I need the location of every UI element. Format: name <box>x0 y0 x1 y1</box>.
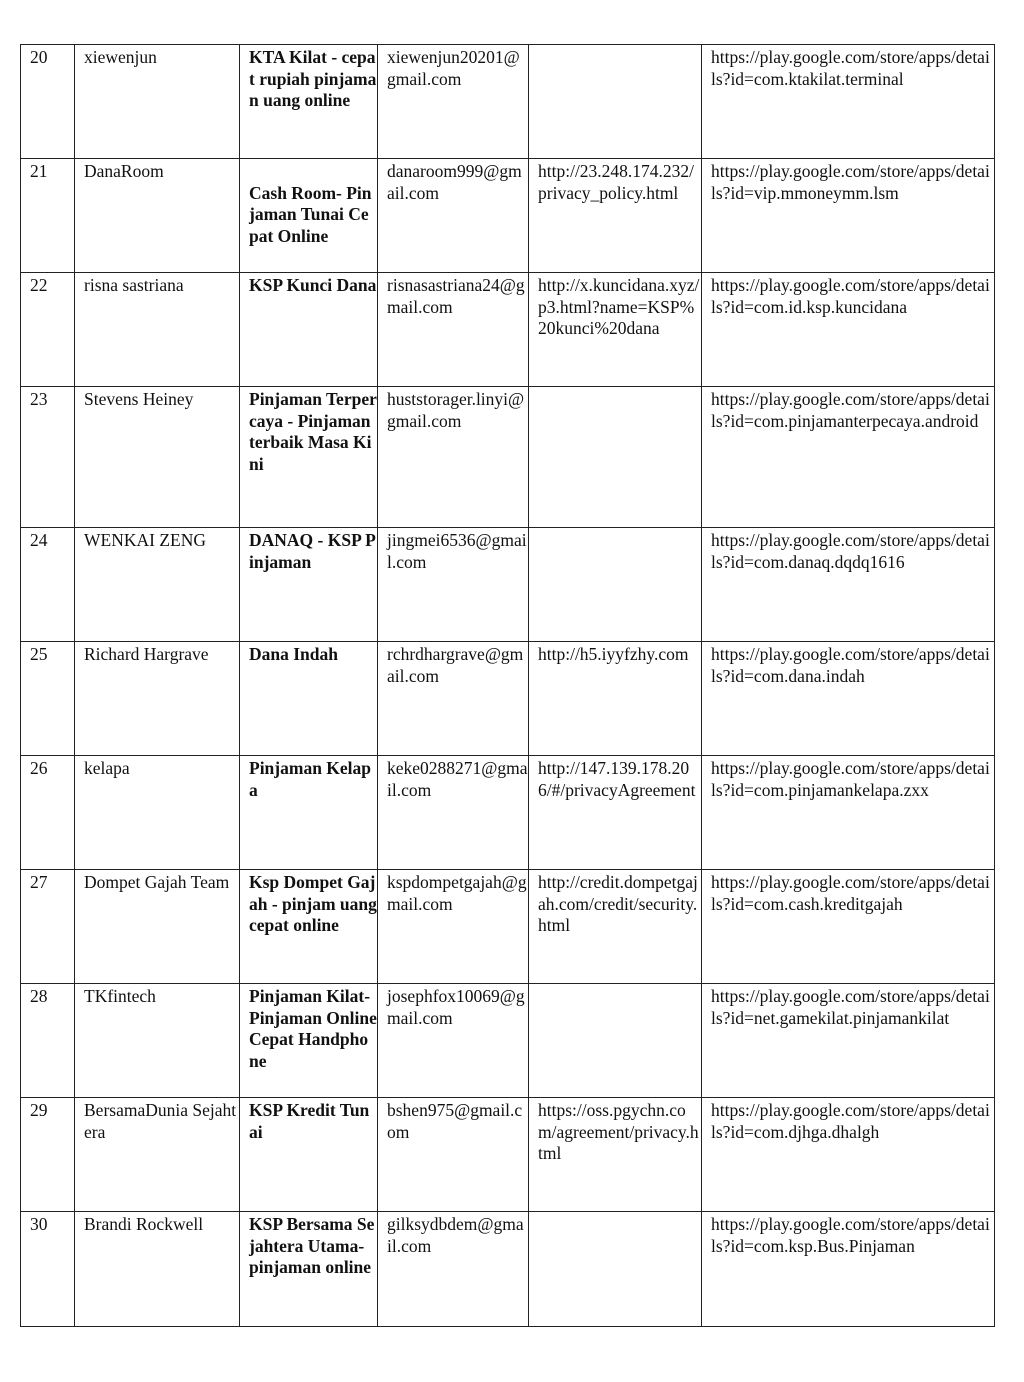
play-store-url: https://play.google.com/store/apps/details?id=com.ktakilat.terminal <box>702 45 995 159</box>
developer-email: bshen975@gmail.com <box>378 1098 529 1212</box>
privacy-policy-url <box>529 528 702 642</box>
table-row <box>21 642 995 756</box>
developer-name: xiewenjun <box>75 45 240 159</box>
app-name: DANAQ - KSP Pinjaman <box>240 528 378 642</box>
privacy-policy-url <box>529 1212 702 1327</box>
privacy-policy-url: http://credit.dompetgajah.com/credit/security.html <box>529 870 702 984</box>
privacy-policy-url: https://oss.pgychn.com/agreement/privacy.html <box>529 1098 702 1212</box>
row-number: 28 <box>21 984 75 1098</box>
developer-email: kspdompetgajah@gmail.com <box>378 870 529 984</box>
play-store-url: https://play.google.com/store/apps/details?id=com.id.ksp.kuncidana <box>702 273 995 387</box>
developer-email: xiewenjun20201@gmail.com <box>378 45 529 159</box>
row-number: 23 <box>21 387 75 528</box>
app-name: Pinjaman Kelapa <box>240 756 378 870</box>
loan-app-registry-table <box>20 44 995 1327</box>
row-number: 22 <box>21 273 75 387</box>
developer-email: risnasastriana24@gmail.com <box>378 273 529 387</box>
play-store-url: https://play.google.com/store/apps/details?id=com.pinjamanterpecaya.android <box>702 387 995 528</box>
developer-email: danaroom999@gmail.com <box>378 159 529 273</box>
row-number: 20 <box>21 45 75 159</box>
table-row <box>21 984 995 1098</box>
app-name: KSP Kredit Tunai <box>240 1098 378 1212</box>
play-store-url: https://play.google.com/store/apps/details?id=com.ksp.Bus.Pinjaman <box>702 1212 995 1327</box>
app-name <box>240 159 378 273</box>
developer-email: jingmei6536@gmail.com <box>378 528 529 642</box>
play-store-url: https://play.google.com/store/apps/details?id=com.pinjamankelapa.zxx <box>702 756 995 870</box>
app-name-text: Cash Room- Pinjaman Tunai Cepat Online <box>249 182 372 246</box>
table-row <box>21 1098 995 1212</box>
developer-name: Richard Hargrave <box>75 642 240 756</box>
app-name: Ksp Dompet Gajah - pinjam uang cepat online <box>240 870 378 984</box>
developer-name: Dompet Gajah Team <box>75 870 240 984</box>
developer-name: WENKAI ZENG <box>75 528 240 642</box>
privacy-policy-url <box>529 984 702 1098</box>
table-row <box>21 756 995 870</box>
developer-email: keke0288271@gmail.com <box>378 756 529 870</box>
table-row <box>21 273 995 387</box>
table-row <box>21 1212 995 1327</box>
developer-name: risna sastriana <box>75 273 240 387</box>
play-store-url: https://play.google.com/store/apps/details?id=net.gamekilat.pinjamankilat <box>702 984 995 1098</box>
privacy-policy-url <box>529 45 702 159</box>
row-number: 24 <box>21 528 75 642</box>
table-row <box>21 387 995 528</box>
developer-name: BersamaDunia Sejahtera <box>75 1098 240 1212</box>
play-store-url: https://play.google.com/store/apps/details?id=com.cash.kreditgajah <box>702 870 995 984</box>
play-store-url: https://play.google.com/store/apps/details?id=com.dana.indah <box>702 642 995 756</box>
developer-name: TKfintech <box>75 984 240 1098</box>
privacy-policy-url: http://147.139.178.206/#/privacyAgreement <box>529 756 702 870</box>
developer-name: DanaRoom <box>75 159 240 273</box>
table-row <box>21 528 995 642</box>
table-row <box>21 159 995 273</box>
app-name: Pinjaman Terpercaya - Pinjaman terbaik Masa Kini <box>240 387 378 528</box>
row-number: 26 <box>21 756 75 870</box>
row-number: 29 <box>21 1098 75 1212</box>
table-row <box>21 870 995 984</box>
developer-name: kelapa <box>75 756 240 870</box>
app-name: Dana Indah <box>240 642 378 756</box>
row-number: 21 <box>21 159 75 273</box>
app-name: KTA Kilat - cepat rupiah pinjaman uang online <box>240 45 378 159</box>
developer-name: Stevens Heiney <box>75 387 240 528</box>
app-name: KSP Bersama Sejahtera Utama- pinjaman online <box>240 1212 378 1327</box>
play-store-url: https://play.google.com/store/apps/details?id=com.djhga.dhalgh <box>702 1098 995 1212</box>
privacy-policy-url: http://23.248.174.232/privacy_policy.html <box>529 159 702 273</box>
developer-email: josephfox10069@gmail.com <box>378 984 529 1098</box>
privacy-policy-url: http://h5.iyyfzhy.com <box>529 642 702 756</box>
app-name: Pinjaman Kilat- Pinjaman Online Cepat Handphone <box>240 984 378 1098</box>
row-number: 30 <box>21 1212 75 1327</box>
developer-email: gilksydbdem@gmail.com <box>378 1212 529 1327</box>
developer-email: huststorager.linyi@gmail.com <box>378 387 529 528</box>
play-store-url: https://play.google.com/store/apps/details?id=vip.mmoneymm.lsm <box>702 159 995 273</box>
developer-email: rchrdhargrave@gmail.com <box>378 642 529 756</box>
play-store-url: https://play.google.com/store/apps/details?id=com.danaq.dqdq1616 <box>702 528 995 642</box>
app-name: KSP Kunci Dana <box>240 273 378 387</box>
developer-name: Brandi Rockwell <box>75 1212 240 1327</box>
row-number: 25 <box>21 642 75 756</box>
privacy-policy-url <box>529 387 702 528</box>
table-row <box>21 45 995 159</box>
privacy-policy-url: http://x.kuncidana.xyz/p3.html?name=KSP%20kunci%20dana <box>529 273 702 387</box>
row-number: 27 <box>21 870 75 984</box>
